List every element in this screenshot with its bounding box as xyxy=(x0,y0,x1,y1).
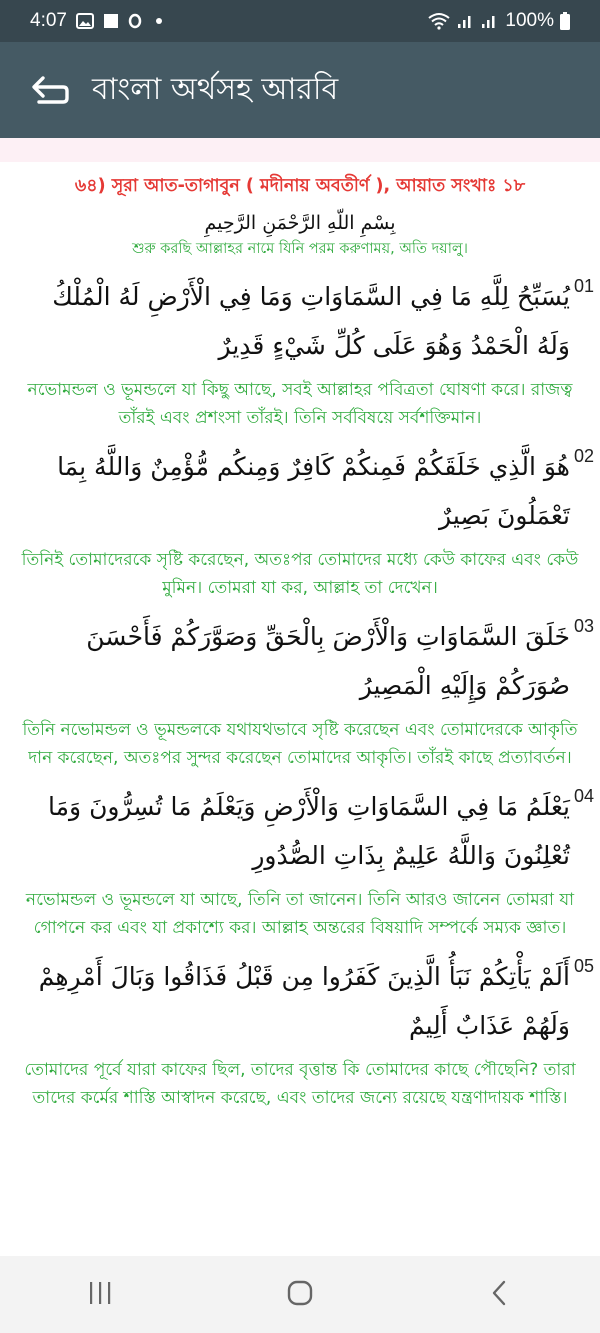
recent-apps-icon xyxy=(85,1280,115,1310)
bismillah-arabic: بِسْمِ اللّهِ الرَّحْمَنِ الرَّحِيمِ xyxy=(204,212,396,234)
battery-icon xyxy=(560,12,570,30)
home-icon xyxy=(285,1278,315,1312)
status-left xyxy=(30,10,167,32)
ayah-number: 05 xyxy=(573,956,594,976)
ayah-translation: নভোমন্ডল ও ভূমন্ডলে যা কিছু আছে, সবই আল্লাহর পবিত্রতা ঘোষণা করে। রাজত্ব তাঁরই এবং প্রশংসা তাঁরই। তিনি সর্ববিষয়ে সর্বশক্তিমান। xyxy=(27,380,573,428)
ayah-number: 02 xyxy=(573,446,594,466)
top-strip xyxy=(0,138,600,162)
status-time: 4:07 xyxy=(30,10,67,31)
nav-back-button[interactable] xyxy=(440,1265,560,1325)
ayah-arabic: خَلَقَ السَّمَاوَاتِ وَالْأَرْضَ بِالْحَقِّ وَصَوَّرَكُمْ فَأَحْسَنَ صُوَرَكُمْ وَإِلَيْهِ الْمَصِيرُ xyxy=(86,622,570,700)
ring-icon xyxy=(128,13,142,29)
ayah-item[interactable] xyxy=(0,442,600,602)
ayah-translation: তোমাদের পূর্বে যারা কাফের ছিল, তাদের বৃত্তান্ত কি তোমাদের কাছে পৌছেনি? তারা তাদের কর্মের শাস্তি আস্বাদন করেছে, এবং তাদের জন্যে রয়েছে যন্ত্রণাদায়ক শাস্তি। xyxy=(24,1060,576,1108)
surah-content[interactable] xyxy=(0,162,600,1256)
app-bar xyxy=(0,42,600,138)
signal-icon xyxy=(457,13,475,29)
ayah-item[interactable] xyxy=(0,272,600,432)
ayah-arabic: هُوَ الَّذِي خَلَقَكُمْ فَمِنكُمْ كَافِرٌ وَمِنكُم مُّؤْمِنٌ وَاللَّهُ بِمَا تَعْمَلُونَ بَصِيرٌ xyxy=(57,452,570,530)
ayah-number: 01 xyxy=(573,276,594,296)
ayah-arabic: يُسَبِّحُ لِلَّهِ مَا فِي السَّمَاوَاتِ وَمَا فِي الْأَرْضِ لَهُ الْمُلْكُ وَلَهُ الْحَمْدُ وَهُوَ عَلَى كُلِّ شَيْءٍ قَدِيرٌ xyxy=(52,282,570,360)
surah-header: ৬৪) সূরা আত-তাগাবুন ( মদীনায় অবতীর্ণ ), আয়াত সংখাঃ ১৮ xyxy=(74,176,526,196)
home-button[interactable] xyxy=(240,1265,360,1325)
dot-icon xyxy=(151,13,167,29)
ayah-item[interactable] xyxy=(0,612,600,772)
ayah-translation: তিনি নভোমন্ডল ও ভূমন্ডলকে যথাযথভাবে সৃষ্টি করেছেন এবং তোমাদেরকে আকৃতি দান করেছেন, অতঃপর সুন্দর করেছেন তোমাদের আকৃতি। তাঁরই কাছে প্রত্যাবর্তন। xyxy=(22,720,578,768)
square-icon xyxy=(103,13,119,29)
ayah-arabic: يَعْلَمُ مَا فِي السَّمَاوَاتِ وَالْأَرْضِ وَيَعْلَمُ مَا تُسِرُّونَ وَمَا تُعْلِنُونَ وَاللَّهُ عَلِيمٌ بِذَاتِ الصُّدُورِ xyxy=(48,792,570,870)
back-arrow-icon xyxy=(29,72,69,108)
status-bar xyxy=(0,0,600,42)
ayah-number: 03 xyxy=(573,616,594,636)
bismillah-translation: শুরু করছি আল্লাহর নামে যিনি পরম করুণাময়, অতি দয়ালু। xyxy=(132,241,468,257)
ayah-number: 04 xyxy=(573,786,594,806)
system-nav-bar xyxy=(0,1256,600,1333)
ayah-translation: নভোমন্ডল ও ভূমন্ডলে যা আছে, তিনি তা জানেন। তিনি আরও জানেন তোমরা যা গোপনে কর এবং যা প্রকাশ্যে কর। আল্লাহ অন্তরের বিষয়াদি সম্পর্কে সম্যক জ্ঞাত। xyxy=(25,890,575,938)
status-right xyxy=(427,10,570,32)
wifi-icon xyxy=(427,12,451,30)
ayah-item[interactable] xyxy=(0,952,600,1112)
ayah-arabic: أَلَمْ يَأْتِكُمْ نَبَأُ الَّذِينَ كَفَرُوا مِن قَبْلُ فَذَاقُوا وَبَالَ أَمْرِهِمْ وَلَهُمْ عَذَابٌ أَلِيمٌ xyxy=(38,962,570,1040)
back-icon xyxy=(488,1278,512,1312)
image-icon xyxy=(76,13,94,29)
ayah-item[interactable] xyxy=(0,782,600,942)
signal-icon xyxy=(481,13,499,29)
ayah-translation: তিনিই তোমাদেরকে সৃষ্টি করেছেন, অতঃপর তোমাদের মধ্যে কেউ কাফের এবং কেউ মুমিন। তোমরা যা কর, আল্লাহ তা দেখেন। xyxy=(21,550,579,598)
recent-apps-button[interactable] xyxy=(40,1265,160,1325)
app-title: বাংলা অর্থসহ আরবি xyxy=(92,71,339,107)
back-button[interactable] xyxy=(14,55,84,125)
battery-percent: 100% xyxy=(505,10,554,31)
